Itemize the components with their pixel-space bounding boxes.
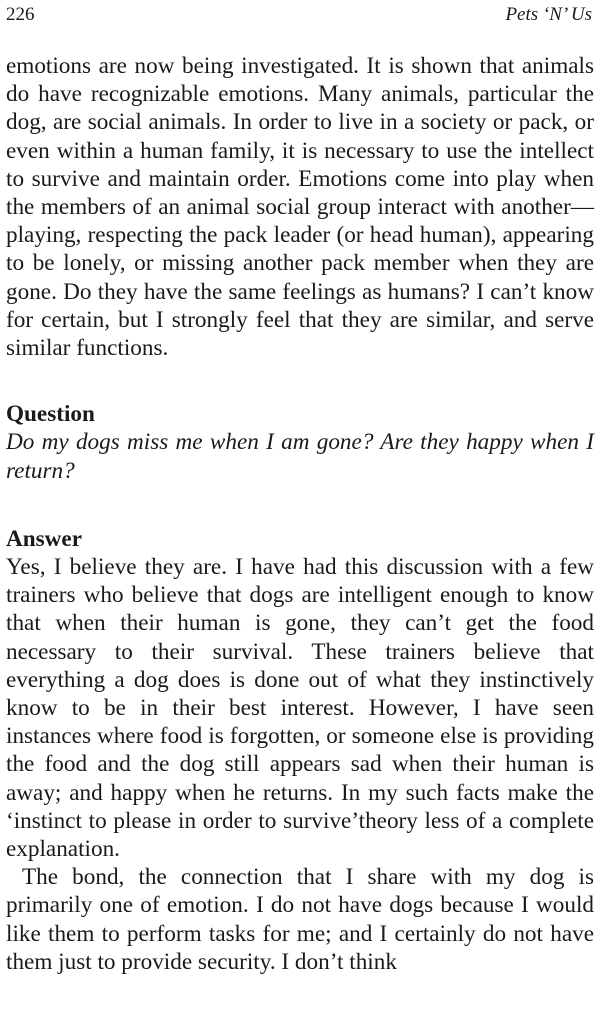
page-number: 226: [6, 4, 35, 25]
section-gap: [6, 362, 594, 400]
intro-paragraph: emotions are now being investigated. It is shown that animals do have recognizable emotions. Many animals, particular the dog, are social animals. In order to live in a society or pack, or even within a human family, it is necessary to use the intellect to survive and maintain order. Emotions come into play when the members of an animal social group interact with another—playing, respecting the pack leader (or head human), appearing to be lonely, or missing another pack member when they are gone. Do they have the same feelings as humans? I can’t know for certain, but I strongly feel that they are similar, and serve similar functions.: [6, 53, 594, 362]
question-text: Do my dogs miss me when I am gone? Are they happy when I return?: [6, 429, 594, 484]
page-body: [6, 52, 594, 976]
bond-paragraph: The bond, the connection that I share with my dog is primarily one of emotion. I do not have dogs because I would like them to perform tasks for me; and I certainly do not have them just to provide security. I don’t think: [6, 864, 594, 975]
question-heading: Question: [6, 401, 95, 428]
book-title: Pets ‘N’ Us: [505, 4, 592, 25]
running-head: [6, 4, 592, 32]
section-gap: [6, 485, 594, 525]
answer-paragraph: Yes, I believe they are. I have had this discussion with a few trainers who believe that dogs are intelligent enough to know that when their human is gone, they can’t get the food necessary to their survival. These trainers believe that everything a dog does is done out of what they instinctively know to be in their best interest. However, I have seen instances where food is forgotten, or someone else is providing the food and the dog still appears sad when their human is away; and happy when he returns. In my such facts make the ‘instinct to please in order to survive’theory less of a complete explanation.: [6, 554, 594, 863]
answer-heading: Answer: [6, 525, 82, 552]
